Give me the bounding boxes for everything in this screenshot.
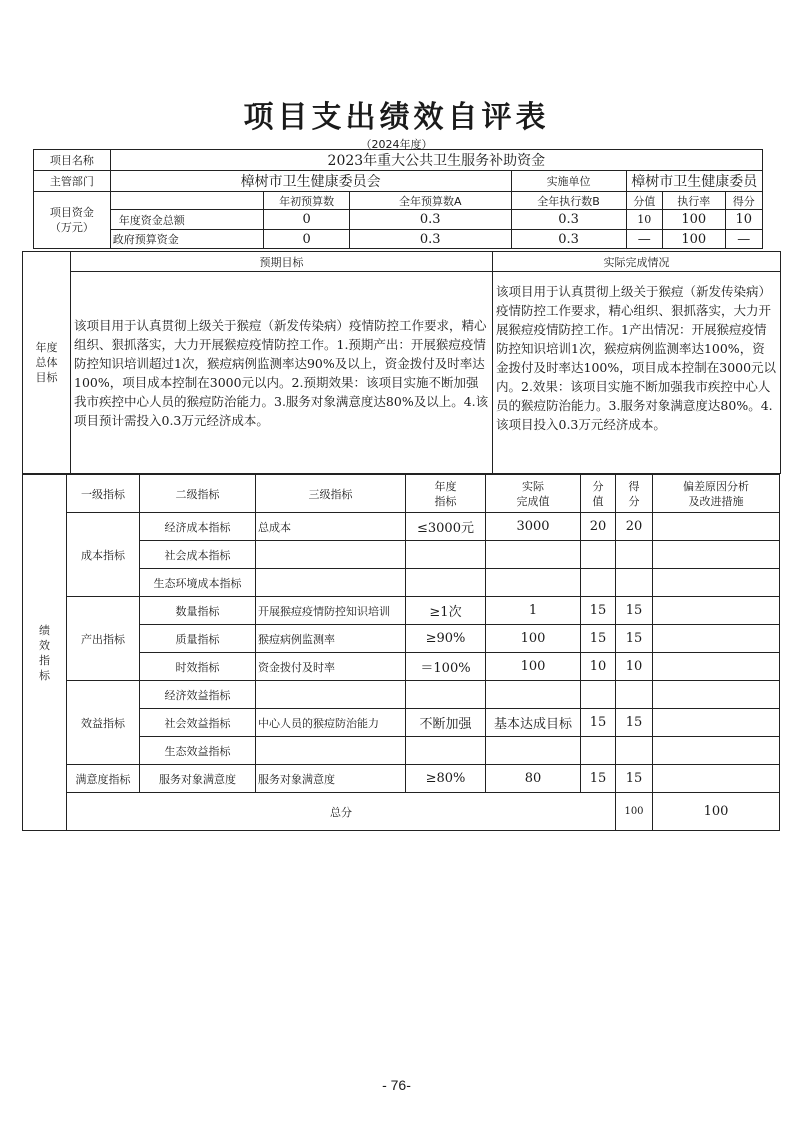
goals-label-line: 目标 bbox=[35, 371, 58, 384]
deviation bbox=[653, 709, 780, 737]
funds-row-label: 年度资金总额 bbox=[110, 210, 263, 230]
score: 20 bbox=[616, 513, 653, 541]
goals-label-line: 总体 bbox=[35, 356, 58, 369]
total-score: 100 bbox=[653, 793, 780, 831]
actual bbox=[486, 737, 581, 765]
level3 bbox=[256, 541, 406, 569]
level3 bbox=[256, 569, 406, 597]
score: 15 bbox=[616, 765, 653, 793]
deviation bbox=[653, 597, 780, 625]
actual: 80 bbox=[486, 765, 581, 793]
col-score-value: 分 值 bbox=[581, 475, 616, 513]
level3: 开展猴痘疫情防控知识培训 bbox=[256, 597, 406, 625]
level1-cost: 成本指标 bbox=[67, 513, 140, 597]
impl-unit-value: 樟树市卫生健康委员 bbox=[626, 171, 762, 192]
score-value bbox=[581, 569, 616, 597]
funds-exec-rate: 100 bbox=[662, 210, 725, 230]
level3 bbox=[256, 737, 406, 765]
target: ≥80% bbox=[406, 765, 486, 793]
total-label: 总分 bbox=[67, 793, 616, 831]
col-annual-exec: 全年执行数B bbox=[511, 192, 626, 210]
expected-goals-text: 该项目用于认真贯彻上级关于猴痘（新发传染病）疫情防控工作要求，精心组织、狠抓落实，大力开展猴痘疫情防控工作。1.预期产出：开展猴痘疫情防控知识培训超过1次，猴痘病例监测率达90%及以上，资金拨付及时率达100%，项目成本控制在3000元以内。2.预期效果：该项目实施不断加强我市疾控中心人员的猴痘防治能力。3.服务对象满意度达80%及以上。4.该项目预计需投入0.3万元经济成本。 bbox=[71, 272, 493, 474]
deviation bbox=[653, 681, 780, 709]
funds-exec-b: 0.3 bbox=[511, 210, 626, 230]
target: ≤3000元 bbox=[406, 513, 486, 541]
funds-blank-header bbox=[110, 192, 263, 210]
indicator-row bbox=[23, 513, 780, 541]
document-subtitle: （2024年度） bbox=[360, 138, 433, 151]
score-value: 15 bbox=[581, 709, 616, 737]
col-score: 得 分 bbox=[616, 475, 653, 513]
col-level1: 一级指标 bbox=[67, 475, 140, 513]
deviation bbox=[653, 625, 780, 653]
project-name-label: 项目名称 bbox=[34, 150, 111, 171]
target: ＝100% bbox=[406, 653, 486, 681]
target: 不断加强 bbox=[406, 709, 486, 737]
target bbox=[406, 569, 486, 597]
funds-exec-rate: 100 bbox=[662, 230, 725, 249]
funds-row-label: 政府预算资金 bbox=[110, 230, 263, 249]
level3: 资金拨付及时率 bbox=[256, 653, 406, 681]
performance-section-label bbox=[23, 475, 67, 831]
level2: 质量指标 bbox=[140, 625, 256, 653]
funds-label-line1: 项目资金 bbox=[49, 206, 94, 219]
level2: 数量指标 bbox=[140, 597, 256, 625]
score bbox=[616, 737, 653, 765]
score bbox=[616, 541, 653, 569]
indicator-row bbox=[23, 765, 780, 793]
score: 15 bbox=[616, 597, 653, 625]
actual bbox=[486, 569, 581, 597]
level2: 社会成本指标 bbox=[140, 541, 256, 569]
indicator-row bbox=[23, 681, 780, 709]
score: 15 bbox=[616, 625, 653, 653]
funds-annual-a: 0.3 bbox=[349, 210, 511, 230]
expected-goals-header: 预期目标 bbox=[71, 252, 493, 272]
deviation bbox=[653, 513, 780, 541]
level3: 猴痘病例监测率 bbox=[256, 625, 406, 653]
indicator-row bbox=[23, 597, 780, 625]
dept-label: 主管部门 bbox=[34, 171, 111, 192]
score-value: 20 bbox=[581, 513, 616, 541]
level2: 经济效益指标 bbox=[140, 681, 256, 709]
score-value: 15 bbox=[581, 597, 616, 625]
level2: 经济成本指标 bbox=[140, 513, 256, 541]
total-score-value: 100 bbox=[616, 793, 653, 831]
deviation bbox=[653, 653, 780, 681]
level3: 中心人员的猴痘防治能力 bbox=[256, 709, 406, 737]
col-deviation: 偏差原因分析 及改进措施 bbox=[653, 475, 780, 513]
col-score-value: 分值 bbox=[626, 192, 662, 210]
level1-output: 产出指标 bbox=[67, 597, 140, 681]
funds-row bbox=[34, 210, 763, 230]
performance-label-line: 效 bbox=[39, 638, 50, 652]
deviation bbox=[653, 541, 780, 569]
target bbox=[406, 737, 486, 765]
funds-label-line2: （万元） bbox=[49, 221, 94, 234]
actual: 100 bbox=[486, 625, 581, 653]
score-value bbox=[581, 737, 616, 765]
performance-label-line: 绩 bbox=[39, 623, 50, 637]
level3: 服务对象满意度 bbox=[256, 765, 406, 793]
score bbox=[616, 569, 653, 597]
deviation bbox=[653, 569, 780, 597]
deviation bbox=[653, 765, 780, 793]
target bbox=[406, 541, 486, 569]
level2: 生态环境成本指标 bbox=[140, 569, 256, 597]
funds-score-value: 10 bbox=[626, 210, 662, 230]
col-score: 得分 bbox=[725, 192, 762, 210]
level1-satisfaction: 满意度指标 bbox=[67, 765, 140, 793]
actual: 3000 bbox=[486, 513, 581, 541]
col-initial-budget: 年初预算数 bbox=[264, 192, 350, 210]
dept-value: 樟树市卫生健康委员会 bbox=[110, 171, 511, 192]
score: 15 bbox=[616, 709, 653, 737]
level3: 总成本 bbox=[256, 513, 406, 541]
actual bbox=[486, 541, 581, 569]
score-value: 10 bbox=[581, 653, 616, 681]
annual-goals-table bbox=[22, 251, 781, 474]
total-row bbox=[23, 793, 780, 831]
goals-label-line: 年度 bbox=[35, 341, 58, 354]
score-value bbox=[581, 681, 616, 709]
performance-indicators-table bbox=[22, 474, 780, 831]
document-title: 项目支出绩效自评表 bbox=[243, 100, 550, 135]
project-name-value: 2023年重大公共卫生服务补助资金 bbox=[110, 150, 762, 171]
col-actual-value: 实际 完成值 bbox=[486, 475, 581, 513]
col-annual-budget: 全年预算数A bbox=[349, 192, 511, 210]
score-value: 15 bbox=[581, 625, 616, 653]
level3 bbox=[256, 681, 406, 709]
goals-section-label bbox=[23, 252, 71, 474]
score-value: 15 bbox=[581, 765, 616, 793]
funds-initial: 0 bbox=[264, 230, 350, 249]
deviation bbox=[653, 737, 780, 765]
score-value bbox=[581, 541, 616, 569]
level2: 生态效益指标 bbox=[140, 737, 256, 765]
funds-row bbox=[34, 230, 763, 249]
actual: 100 bbox=[486, 653, 581, 681]
funds-label bbox=[34, 192, 111, 249]
level2: 时效指标 bbox=[140, 653, 256, 681]
funds-annual-a: 0.3 bbox=[349, 230, 511, 249]
actual-completion-header: 实际完成情况 bbox=[493, 252, 781, 272]
impl-unit-label: 实施单位 bbox=[511, 171, 626, 192]
level2: 服务对象满意度 bbox=[140, 765, 256, 793]
col-level3: 三级指标 bbox=[256, 475, 406, 513]
level2: 社会效益指标 bbox=[140, 709, 256, 737]
col-annual-target: 年度 指标 bbox=[406, 475, 486, 513]
score: 10 bbox=[616, 653, 653, 681]
col-exec-rate: 执行率 bbox=[662, 192, 725, 210]
actual bbox=[486, 681, 581, 709]
score bbox=[616, 681, 653, 709]
funds-score: — bbox=[725, 230, 762, 249]
funds-initial: 0 bbox=[264, 210, 350, 230]
actual: 1 bbox=[486, 597, 581, 625]
funds-score: 10 bbox=[725, 210, 762, 230]
col-level2: 二级指标 bbox=[140, 475, 256, 513]
funds-score-value: — bbox=[626, 230, 662, 249]
project-info-table bbox=[33, 149, 763, 249]
actual-completion-text: 该项目用于认真贯彻上级关于猴痘（新发传染病）疫情防控工作要求，精心组织、狠抓落实，大力开展猴痘疫情防控工作。1产出情况：开展猴痘疫情防控知识培训1次，猴痘病例监测率达100%，资金拨付及时率达100%，项目成本控制在3000元以内。2.效果：该项目实施不断加强我市疾控中心人员的猴痘防治能力。3.服务对象满意度达80%。4.该项目投入0.3万元经济成本。 bbox=[493, 272, 781, 474]
target: ≥1次 bbox=[406, 597, 486, 625]
performance-label-line: 标 bbox=[39, 668, 50, 682]
funds-exec-b: 0.3 bbox=[511, 230, 626, 249]
target bbox=[406, 681, 486, 709]
target: ≥90% bbox=[406, 625, 486, 653]
page-number: - 76- bbox=[382, 1077, 411, 1093]
actual: 基本达成目标 bbox=[486, 709, 581, 737]
performance-label-line: 指 bbox=[39, 653, 50, 667]
level1-benefit: 效益指标 bbox=[67, 681, 140, 765]
